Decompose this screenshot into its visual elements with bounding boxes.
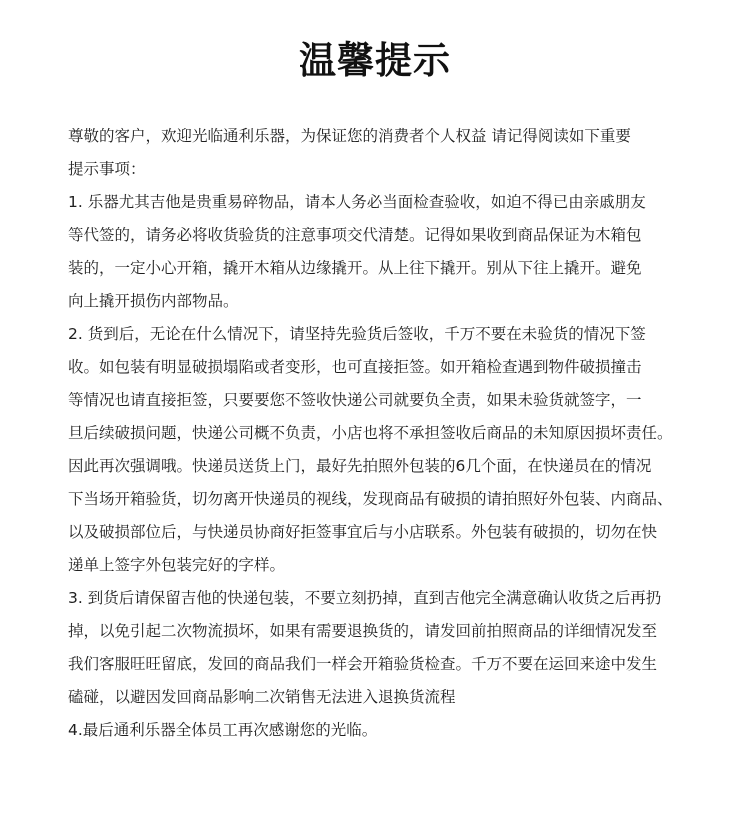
text-line: 提示事项：	[68, 160, 146, 178]
text-line: 1. 乐器尤其吉他是贵重易碎物品，请本人务必当面检查验收，如迫不得已由亲戚朋友	[68, 193, 646, 211]
text-line: 掉，以免引起二次物流损坏，如果有需要退换货的，请发回前拍照商品的详细情况发至	[68, 622, 658, 640]
text-line: 旦后续破损问题，快递公司概不负责，小店也将不承担签收后商品的未知原因损坏责任。	[68, 424, 673, 442]
text-line: 装的，一定小心开箱，撬开木箱从边缘撬开。从上往下撬开。别从下往上撬开。避免	[68, 259, 642, 277]
text-line: 我们客服旺旺留底，发回的商品我们一样会开箱验货检查。千万不要在运回来途中发生	[68, 655, 658, 673]
text-line: 尊敬的客户，欢迎光临通利乐器，为保证您的消费者个人权益 请记得阅读如下重要	[68, 127, 631, 145]
text-line: 下当场开箱验货，切勿离开快递员的视线，发现商品有破损的请拍照好外包装、内商品、	[68, 490, 673, 508]
notice-body	[68, 120, 696, 747]
text-line: 等代签的，请务必将收货验货的注意事项交代清楚。记得如果收到商品保证为木箱包	[68, 226, 642, 244]
text-line: 收。如包装有明显破损塌陷或者变形，也可直接拒签。如开箱检查遇到物件破损撞击	[68, 358, 642, 376]
text-line: 以及破损部位后，与快递员协商好拒签事宜后与小店联系。外包装有破损的，切勿在快	[68, 523, 658, 541]
text-line: 等情况也请直接拒签，只要要您不签收快递公司就要负全责，如果未验货就签字，一	[68, 391, 642, 409]
text-line: 3. 到货后请保留吉他的快递包装，不要立刻扔掉，直到吉他完全满意确认收货之后再扔	[68, 589, 662, 607]
text-line: 向上撬开损伤内部物品。	[68, 292, 239, 310]
text-line: 4.最后通利乐器全体员工再次感谢您的光临。	[68, 721, 378, 739]
text-line: 磕碰，以避因发回商品影响二次销售无法进入退换货流程	[68, 688, 456, 706]
text-line: 因此再次强调哦。快递员送货上门，最好先拍照外包装的6几个面，在快递员在的情况	[68, 457, 652, 475]
text-line: 递单上签字外包装完好的字样。	[68, 556, 286, 574]
page-title: 温馨提示	[299, 39, 451, 82]
text-line: 2. 货到后，无论在什么情况下，请坚持先验货后签收，千万不要在未验货的情况下签	[68, 325, 646, 343]
